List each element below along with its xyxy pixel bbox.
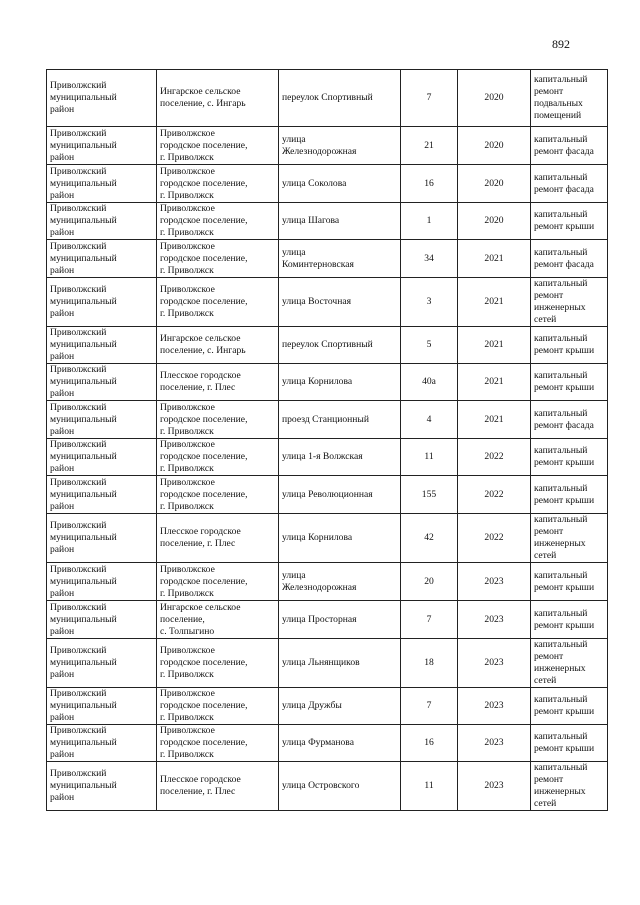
- work-type-cell: [531, 688, 608, 725]
- street-cell-text: проезд Станционный: [282, 413, 370, 425]
- house-number-cell-text: 20: [424, 575, 434, 587]
- street-cell: [279, 725, 401, 762]
- work-type-cell-text: капитальный ремонт инженерных сетей: [534, 278, 588, 325]
- year-cell: [458, 725, 531, 762]
- house-number-cell: [401, 639, 458, 688]
- work-type-cell-text: капитальный ремонт фасада: [534, 246, 594, 270]
- street-cell-text: улица Соколова: [282, 177, 347, 189]
- year-cell: [458, 70, 531, 127]
- work-type-cell: [531, 601, 608, 639]
- year-cell: [458, 127, 531, 165]
- work-type-cell: [531, 401, 608, 439]
- street-cell-text: улица Коминтерновская: [282, 246, 354, 270]
- district-cell: [47, 327, 157, 364]
- work-type-cell-text: капитальный ремонт крыши: [534, 569, 595, 593]
- work-type-cell-text: капитальный ремонт фасада: [534, 133, 594, 157]
- year-cell-text: 2023: [484, 575, 504, 587]
- year-cell: [458, 203, 531, 240]
- work-type-cell: [531, 203, 608, 240]
- table-row: [47, 725, 608, 762]
- year-cell: [458, 278, 531, 327]
- district-cell: [47, 203, 157, 240]
- street-cell: [279, 203, 401, 240]
- work-type-cell-text: капитальный ремонт крыши: [534, 731, 595, 754]
- street-cell-text: улица Фурманова: [282, 737, 354, 748]
- settlement-cell: [157, 514, 279, 563]
- street-cell-text: улица Революционная: [282, 488, 373, 500]
- house-number-cell: [401, 725, 458, 762]
- settlement-cell: [157, 364, 279, 401]
- work-type-cell-text: капитальный ремонт крыши: [534, 333, 595, 356]
- district-cell-text: Приволжский муниципальный район: [50, 401, 117, 437]
- work-type-cell: [531, 127, 608, 165]
- work-type-cell: [531, 327, 608, 364]
- street-cell-text: улица Шагова: [282, 215, 340, 226]
- house-number-cell: [401, 127, 458, 165]
- district-cell: [47, 476, 157, 514]
- year-cell-text: 2022: [484, 451, 504, 462]
- district-cell-text: Приволжский муниципальный район: [50, 327, 117, 362]
- district-cell-text: Приволжский муниципальный район: [50, 601, 117, 637]
- district-cell: [47, 70, 157, 127]
- settlement-cell: [157, 688, 279, 725]
- work-type-cell: [531, 725, 608, 762]
- house-number-cell-text: 4: [426, 413, 432, 425]
- settlement-cell-text: Приволжское городское поселение, г. Приволжск: [160, 165, 248, 201]
- work-type-cell-text: капитальный ремонт крыши: [534, 482, 595, 506]
- house-number-cell: [401, 401, 458, 439]
- house-number-cell: [401, 278, 458, 327]
- house-number-cell: [401, 70, 458, 127]
- street-cell-text: улица Просторная: [282, 613, 357, 625]
- work-type-cell: [531, 639, 608, 688]
- table-row: [47, 514, 608, 563]
- settlement-cell-text: Плесское городское поселение, г. Плес: [160, 526, 241, 549]
- work-type-cell: [531, 165, 608, 203]
- house-number-cell-text: 3: [426, 296, 432, 307]
- year-cell: [458, 364, 531, 401]
- house-number-cell-text: 42: [424, 532, 434, 543]
- year-cell-text: 2022: [484, 488, 504, 500]
- settlement-cell: [157, 327, 279, 364]
- settlement-cell: [157, 439, 279, 476]
- work-type-cell-text: капитальный ремонт крыши: [534, 607, 595, 631]
- work-type-cell-text: капитальный ремонт инженерных сетей: [534, 639, 588, 686]
- street-cell-text: улица Железнодорожная: [282, 569, 357, 593]
- year-cell-text: 2021: [484, 252, 504, 264]
- settlement-cell-text: Приволжское городское поселение, г. Приволжск: [160, 725, 248, 760]
- house-number-cell: [401, 476, 458, 514]
- year-cell: [458, 401, 531, 439]
- year-cell-text: 2023: [484, 700, 504, 711]
- house-number-cell-text: 1: [426, 215, 432, 226]
- district-cell: [47, 165, 157, 203]
- settlement-cell: [157, 725, 279, 762]
- table-row: [47, 203, 608, 240]
- settlement-cell-text: Приволжское городское поселение, г. Приволжск: [160, 127, 248, 163]
- table-row: [47, 165, 608, 203]
- year-cell: [458, 327, 531, 364]
- district-cell-text: Приволжский муниципальный район: [50, 439, 117, 474]
- house-number-cell: [401, 601, 458, 639]
- street-cell: [279, 278, 401, 327]
- street-cell: [279, 563, 401, 601]
- street-cell-text: улица Корнилова: [282, 376, 353, 387]
- work-type-cell: [531, 762, 608, 811]
- repair-schedule-table: [46, 69, 608, 811]
- street-cell: [279, 514, 401, 563]
- district-cell-text: Приволжский муниципальный район: [50, 768, 117, 803]
- work-type-cell-text: капитальный ремонт фасада: [534, 171, 594, 195]
- house-number-cell: [401, 364, 458, 401]
- street-cell-text: улица Дружбы: [282, 700, 342, 711]
- table-body: [47, 70, 608, 811]
- settlement-cell: [157, 203, 279, 240]
- district-cell: [47, 639, 157, 688]
- settlement-cell-text: Приволжское городское поселение, г. Приволжск: [160, 439, 248, 474]
- street-cell: [279, 240, 401, 278]
- year-cell: [458, 476, 531, 514]
- house-number-cell-text: 34: [424, 252, 434, 264]
- year-cell-text: 2021: [484, 296, 504, 307]
- settlement-cell-text: Приволжское городское поселение, г. Приволжск: [160, 203, 248, 238]
- house-number-cell: [401, 563, 458, 601]
- district-cell: [47, 401, 157, 439]
- settlement-cell: [157, 70, 279, 127]
- table-row: [47, 70, 608, 127]
- house-number-cell: [401, 240, 458, 278]
- house-number-cell: [401, 439, 458, 476]
- table-row: [47, 563, 608, 601]
- district-cell: [47, 278, 157, 327]
- settlement-cell-text: Плесское городское поселение, г. Плес: [160, 370, 241, 393]
- year-cell-text: 2020: [484, 177, 504, 189]
- house-number-cell-text: 18: [424, 657, 434, 668]
- street-cell-text: улица Корнилова: [282, 532, 353, 543]
- settlement-cell-text: Приволжское городское поселение, г. Приволжск: [160, 284, 248, 319]
- year-cell: [458, 240, 531, 278]
- work-type-cell: [531, 476, 608, 514]
- street-cell: [279, 327, 401, 364]
- street-cell-text: улица 1-я Волжская: [282, 451, 363, 462]
- street-cell-text: переулок Спортивный: [282, 92, 373, 103]
- district-cell: [47, 439, 157, 476]
- year-cell: [458, 563, 531, 601]
- street-cell: [279, 601, 401, 639]
- settlement-cell: [157, 278, 279, 327]
- table-row: [47, 439, 608, 476]
- district-cell-text: Приволжский муниципальный район: [50, 165, 117, 201]
- settlement-cell: [157, 401, 279, 439]
- street-cell-text: улица Островского: [282, 780, 360, 791]
- house-number-cell: [401, 327, 458, 364]
- settlement-cell: [157, 639, 279, 688]
- year-cell-text: 2020: [484, 92, 504, 103]
- district-cell: [47, 762, 157, 811]
- year-cell: [458, 762, 531, 811]
- district-cell-text: Приволжский муниципальный район: [50, 203, 117, 238]
- table-row: [47, 240, 608, 278]
- work-type-cell: [531, 514, 608, 563]
- house-number-cell-text: 21: [424, 139, 434, 151]
- work-type-cell: [531, 563, 608, 601]
- district-cell: [47, 514, 157, 563]
- settlement-cell: [157, 601, 279, 639]
- work-type-cell: [531, 240, 608, 278]
- year-cell: [458, 439, 531, 476]
- district-cell-text: Приволжский муниципальный район: [50, 563, 117, 599]
- settlement-cell: [157, 127, 279, 165]
- work-type-cell: [531, 439, 608, 476]
- district-cell-text: Приволжский муниципальный район: [50, 476, 117, 512]
- district-cell: [47, 364, 157, 401]
- settlement-cell-text: Ингарское сельское поселение, с. Ингарь: [160, 86, 246, 109]
- work-type-cell: [531, 364, 608, 401]
- work-type-cell: [531, 278, 608, 327]
- house-number-cell-text: 7: [426, 700, 432, 711]
- work-type-cell-text: капитальный ремонт крыши: [534, 209, 595, 232]
- district-cell-text: Приволжский муниципальный район: [50, 127, 117, 163]
- year-cell: [458, 601, 531, 639]
- house-number-cell-text: 7: [426, 613, 432, 625]
- settlement-cell-text: Приволжское городское поселение, г. Приволжск: [160, 476, 248, 512]
- year-cell-text: 2021: [484, 339, 504, 350]
- settlement-cell: [157, 762, 279, 811]
- settlement-cell-text: Приволжское городское поселение, г. Приволжск: [160, 645, 248, 680]
- street-cell: [279, 364, 401, 401]
- district-cell: [47, 240, 157, 278]
- house-number-cell: [401, 165, 458, 203]
- year-cell-text: 2021: [484, 413, 504, 425]
- district-cell: [47, 601, 157, 639]
- settlement-cell-text: Приволжское городское поселение, г. Приволжск: [160, 240, 248, 276]
- year-cell: [458, 639, 531, 688]
- work-type-cell-text: капитальный ремонт подвальных помещений: [534, 74, 588, 121]
- work-type-cell-text: капитальный ремонт фасада: [534, 407, 594, 431]
- district-cell-text: Приволжский муниципальный район: [50, 725, 117, 760]
- house-number-cell-text: 7: [426, 92, 432, 103]
- street-cell: [279, 762, 401, 811]
- table-row: [47, 401, 608, 439]
- year-cell: [458, 688, 531, 725]
- settlement-cell: [157, 563, 279, 601]
- district-cell-text: Приволжский муниципальный район: [50, 688, 117, 723]
- table-row: [47, 364, 608, 401]
- settlement-cell-text: Приволжское городское поселение, г. Приволжск: [160, 563, 248, 599]
- settlement-cell-text: Плесское городское поселение, г. Плес: [160, 774, 241, 797]
- year-cell: [458, 514, 531, 563]
- year-cell-text: 2023: [484, 657, 504, 668]
- settlement-cell: [157, 240, 279, 278]
- work-type-cell-text: капитальный ремонт крыши: [534, 694, 595, 717]
- table-row: [47, 639, 608, 688]
- district-cell-text: Приволжский муниципальный район: [50, 364, 117, 399]
- street-cell: [279, 70, 401, 127]
- street-cell: [279, 165, 401, 203]
- settlement-cell-text: Приволжское городское поселение, г. Приволжск: [160, 401, 248, 437]
- table-row: [47, 688, 608, 725]
- street-cell: [279, 639, 401, 688]
- street-cell-text: переулок Спортивный: [282, 339, 373, 350]
- table-row: [47, 278, 608, 327]
- district-cell-text: Приволжский муниципальный район: [50, 80, 117, 115]
- street-cell-text: улица Железнодорожная: [282, 133, 357, 157]
- settlement-cell: [157, 165, 279, 203]
- house-number-cell-text: 16: [424, 177, 434, 189]
- work-type-cell-text: капитальный ремонт крыши: [534, 445, 595, 468]
- year-cell-text: 2023: [484, 613, 504, 625]
- street-cell-text: улица Льнянщиков: [282, 657, 360, 668]
- settlement-cell-text: Приволжское городское поселение, г. Приволжск: [160, 688, 248, 723]
- year-cell-text: 2020: [484, 215, 504, 226]
- house-number-cell: [401, 514, 458, 563]
- house-number-cell: [401, 688, 458, 725]
- street-cell: [279, 476, 401, 514]
- house-number-cell-text: 155: [421, 488, 437, 500]
- year-cell-text: 2021: [484, 376, 504, 387]
- street-cell: [279, 688, 401, 725]
- work-type-cell-text: капитальный ремонт инженерных сетей: [534, 514, 588, 561]
- work-type-cell: [531, 70, 608, 127]
- settlement-cell-text: Ингарское сельское поселение, с. Ингарь: [160, 333, 246, 356]
- house-number-cell: [401, 203, 458, 240]
- year-cell-text: 2020: [484, 139, 504, 151]
- street-cell: [279, 401, 401, 439]
- district-cell-text: Приволжский муниципальный район: [50, 645, 117, 680]
- street-cell: [279, 127, 401, 165]
- year-cell-text: 2023: [484, 737, 504, 748]
- table-row: [47, 327, 608, 364]
- street-cell-text: улица Восточная: [282, 296, 352, 307]
- house-number-cell-text: 5: [426, 339, 432, 350]
- house-number-cell-text: 11: [424, 780, 434, 791]
- house-number-cell: [401, 762, 458, 811]
- district-cell-text: Приволжский муниципальный район: [50, 520, 117, 555]
- table-row: [47, 476, 608, 514]
- district-cell-text: Приволжский муниципальный район: [50, 284, 117, 319]
- year-cell: [458, 165, 531, 203]
- table-row: [47, 601, 608, 639]
- settlement-cell-text: Ингарское сельское поселение, с. Толпыгино: [160, 601, 241, 637]
- table-row: [47, 127, 608, 165]
- street-cell: [279, 439, 401, 476]
- district-cell: [47, 563, 157, 601]
- house-number-cell-text: 11: [424, 451, 434, 462]
- district-cell: [47, 127, 157, 165]
- settlement-cell: [157, 476, 279, 514]
- work-type-cell-text: капитальный ремонт инженерных сетей: [534, 762, 588, 809]
- year-cell-text: 2022: [484, 532, 504, 543]
- district-cell: [47, 688, 157, 725]
- house-number-cell-text: 40а: [422, 376, 436, 387]
- year-cell-text: 2023: [484, 780, 504, 791]
- table-row: [47, 762, 608, 811]
- work-type-cell-text: капитальный ремонт крыши: [534, 370, 595, 393]
- house-number-cell-text: 16: [424, 737, 434, 748]
- page-number: 892: [552, 37, 570, 51]
- district-cell: [47, 725, 157, 762]
- district-cell-text: Приволжский муниципальный район: [50, 240, 117, 276]
